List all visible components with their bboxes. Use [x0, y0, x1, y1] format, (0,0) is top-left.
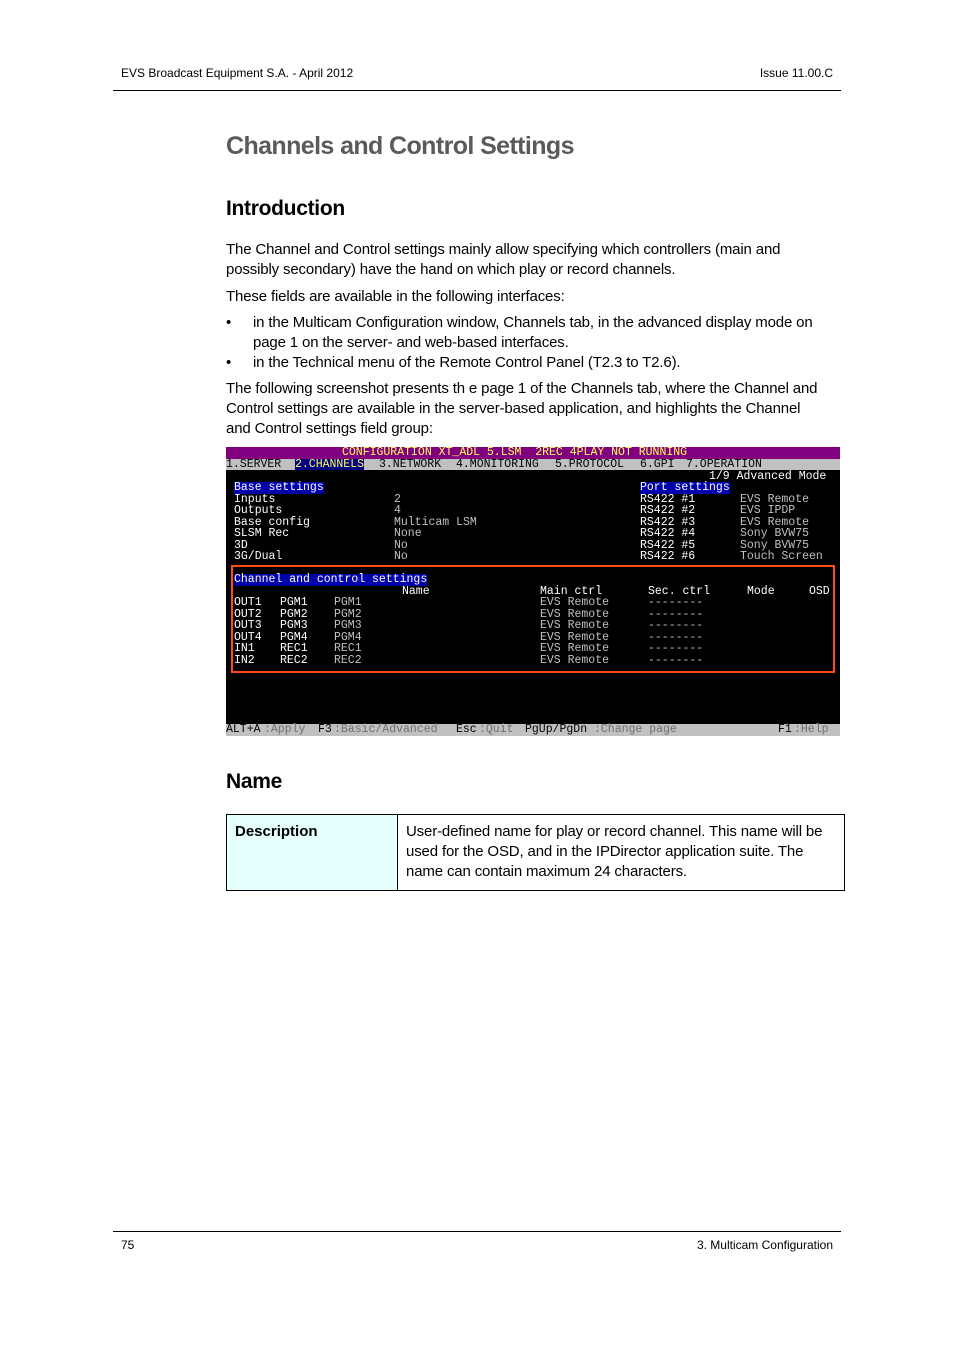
basic-advanced-shortcut-key[interactable]: F3 — [318, 723, 332, 736]
table-row — [227, 815, 845, 891]
tab-network[interactable]: 3.NETWORK — [379, 457, 442, 471]
port-label: RS422 #3 — [640, 515, 696, 529]
list-item — [226, 353, 836, 373]
channel-name-field[interactable]: REC1 — [334, 642, 362, 655]
tab-server[interactable]: 1.SERVER — [226, 457, 282, 471]
column-header-mode: Mode — [747, 584, 775, 598]
main-ctrl-field[interactable]: EVS Remote — [540, 642, 610, 655]
title-bar-text: CONFIGURATION XT_ADL 5.LSM 2REC 4PLAY NOT RUNNING — [342, 447, 688, 459]
channel-label: OUT1 — [234, 596, 262, 609]
main-ctrl-field[interactable]: EVS Remote — [540, 596, 610, 609]
tab-operation[interactable]: 7.OPERATION — [686, 457, 762, 471]
channel-name-field[interactable]: PGM3 — [334, 619, 362, 632]
sec-ctrl-field[interactable]: -------- — [648, 607, 704, 621]
name-definition-table — [226, 814, 845, 891]
description-label: Description — [227, 815, 398, 891]
port-settings-heading: Port settings — [640, 481, 730, 494]
introduction-heading: Introduction — [226, 197, 345, 220]
tab-protocol[interactable]: 5.PROTOCOL — [555, 457, 625, 471]
tab-channels[interactable]: 2.CHANNELS — [295, 457, 365, 471]
apply-shortcut-key[interactable]: ALT+A — [226, 723, 261, 736]
column-header-sec-ctrl: Sec. ctrl — [648, 584, 711, 598]
base-value-config[interactable]: Multicam LSM — [394, 515, 477, 529]
base-label-config: Base config — [234, 515, 310, 529]
footer-chapter: 3. Multicam Configuration — [696, 1238, 833, 1252]
port-device[interactable]: EVS IPDP — [740, 504, 796, 517]
base-label-outputs: Outputs — [234, 504, 283, 517]
page-number: 75 — [121, 1238, 135, 1252]
base-value-inputs[interactable]: 2 — [394, 492, 401, 506]
page-indicator: 1/9 Advanced Mode — [709, 469, 827, 483]
channel-name-field[interactable]: PGM4 — [334, 630, 362, 644]
page-header-right: Issue 11.00.C — [759, 66, 833, 80]
base-value-outputs[interactable]: 4 — [394, 504, 401, 517]
base-label-inputs: Inputs — [234, 492, 276, 506]
tab-gpi[interactable]: 6.GPI — [640, 457, 675, 471]
channel-name-field[interactable]: REC2 — [334, 653, 362, 667]
channel-name-field[interactable]: PGM1 — [334, 596, 362, 609]
channel-id: PGM1 — [280, 596, 308, 609]
channel-id: REC2 — [280, 653, 308, 667]
port-label: RS422 #5 — [640, 538, 696, 552]
list-item-text: in the Technical menu of the Remote Control Panel (T2.3 to T2.6). — [253, 354, 681, 371]
channel-label: OUT2 — [234, 607, 262, 621]
sec-ctrl-field[interactable]: -------- — [648, 642, 704, 655]
chapter-title: Channels and Control Settings — [226, 132, 574, 160]
channel-label: IN2 — [234, 653, 255, 667]
base-label-3d: 3D — [234, 538, 248, 552]
help-shortcut-label: :Help — [794, 723, 829, 736]
port-device[interactable]: EVS Remote — [740, 492, 810, 506]
port-device[interactable]: Touch Screen — [740, 550, 823, 563]
header-rule — [113, 90, 841, 91]
sec-ctrl-field[interactable]: -------- — [648, 630, 704, 644]
base-value-3d[interactable]: No — [394, 538, 408, 552]
base-settings-heading: Base settings — [234, 481, 324, 494]
port-device[interactable]: Sony BVW75 — [740, 527, 810, 540]
port-label: RS422 #2 — [640, 504, 696, 517]
basic-advanced-shortcut-label: :Basic/Advanced — [334, 723, 438, 736]
name-heading: Name — [226, 770, 282, 793]
quit-shortcut-label: :Quit — [479, 723, 514, 736]
change-page-shortcut-key[interactable]: PgUp/PgDn — [525, 723, 588, 736]
column-header-osd: OSD — [809, 584, 830, 598]
base-value-slsm[interactable]: None — [394, 527, 422, 540]
tab-monitoring[interactable]: 4.MONITORING — [456, 457, 539, 471]
intro-paragraph-2: These fields are available in the following interfaces: — [226, 288, 565, 305]
status-bar — [226, 724, 840, 736]
bullet-icon: • — [226, 354, 232, 371]
description-text: User-defined name for play or record channel. This name will be used for the OSD, and in the IPDirector application suite. The name can contain maximum 24 characters. — [398, 815, 845, 891]
port-device[interactable]: Sony BVW75 — [740, 538, 810, 552]
column-header-name: Name — [402, 584, 430, 598]
intro-paragraph-1: The Channel and Control settings mainly allow specifying which controllers (main and possibly secondary) have the hand on which play or record channels. — [226, 241, 781, 278]
main-ctrl-field[interactable]: EVS Remote — [540, 619, 610, 632]
list-item — [226, 313, 836, 353]
page-header-left: EVS Broadcast Equipment S.A. - April 2012 — [121, 66, 354, 80]
channel-name-field[interactable]: PGM2 — [334, 607, 362, 621]
port-label: RS422 #6 — [640, 550, 696, 563]
channel-id: REC1 — [280, 642, 308, 655]
main-ctrl-field[interactable]: EVS Remote — [540, 653, 610, 667]
sec-ctrl-field[interactable]: -------- — [648, 619, 704, 632]
configuration-screenshot — [226, 447, 840, 736]
help-shortcut-key[interactable]: F1 — [778, 723, 792, 736]
channel-control-heading: Channel and control settings — [234, 573, 428, 586]
channel-id: PGM3 — [280, 619, 308, 632]
port-device[interactable]: EVS Remote — [740, 515, 810, 529]
intro-paragraph-3: The following screenshot presents th e page 1 of the Channels tab, where the Channel and Control settings are available in the server-based application, and highlights the Channel and Control settings field group: — [226, 380, 818, 437]
bullet-icon: • — [226, 314, 232, 331]
change-page-shortcut-label: :Change page — [594, 723, 677, 736]
quit-shortcut-key[interactable]: Esc — [456, 723, 477, 736]
channel-id: PGM2 — [280, 607, 308, 621]
apply-shortcut-label: :Apply — [264, 723, 306, 736]
list-item-text: in the Multicam Configuration window, Channels tab, in the advanced display mode on page 1 on the server- and web-based interfaces. — [253, 314, 813, 351]
channel-label: IN1 — [234, 642, 255, 655]
port-label: RS422 #1 — [640, 492, 696, 506]
channel-label: OUT3 — [234, 619, 262, 632]
footer-rule — [113, 1231, 841, 1232]
base-label-3gdual: 3G/Dual — [234, 550, 283, 563]
base-label-slsm: SLSM Rec — [234, 527, 290, 540]
title-bar — [226, 447, 840, 459]
sec-ctrl-field[interactable]: -------- — [648, 653, 704, 667]
sec-ctrl-field[interactable]: -------- — [648, 596, 704, 609]
base-value-3gdual[interactable]: No — [394, 550, 408, 563]
tab-bar — [226, 459, 840, 471]
channel-label: OUT4 — [234, 630, 262, 644]
main-ctrl-field[interactable]: EVS Remote — [540, 607, 610, 621]
interface-list — [226, 313, 836, 373]
column-header-main-ctrl: Main ctrl — [540, 584, 603, 598]
main-ctrl-field[interactable]: EVS Remote — [540, 630, 610, 644]
port-label: RS422 #4 — [640, 527, 696, 540]
channel-id: PGM4 — [280, 630, 308, 644]
